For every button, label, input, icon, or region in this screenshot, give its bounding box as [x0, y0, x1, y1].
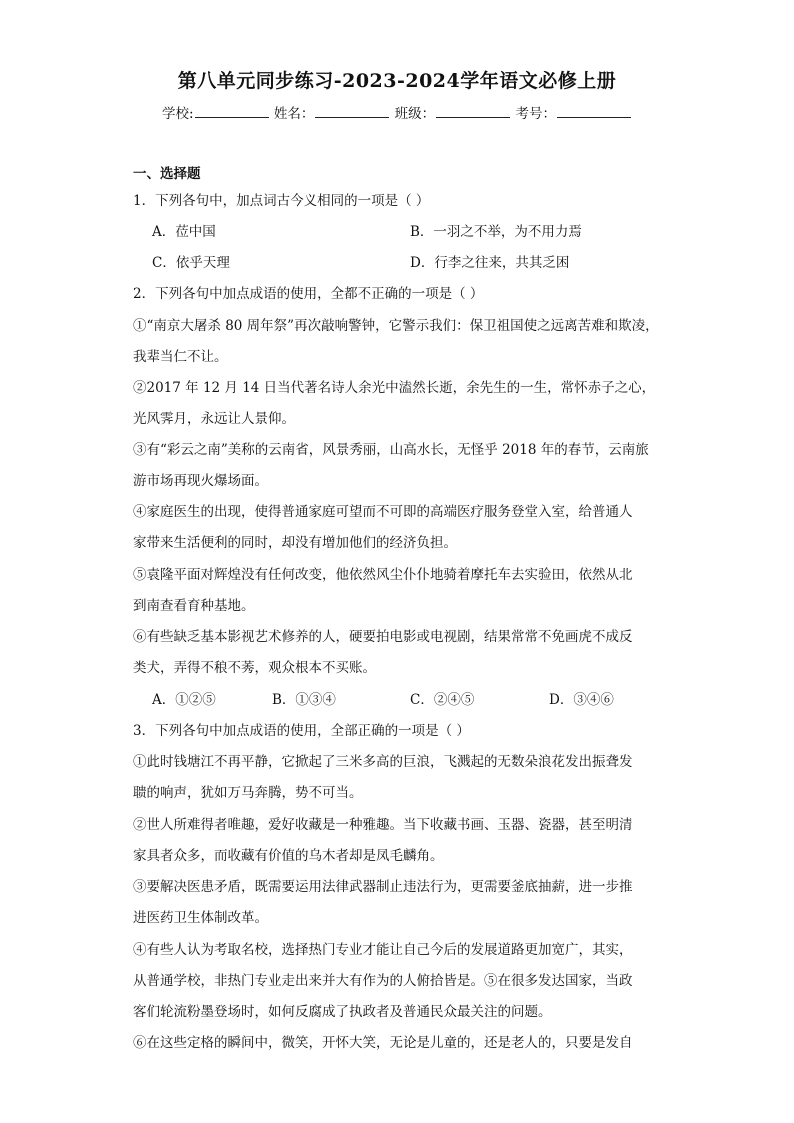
q3-line-8: 从普通学校，非热门专业走出来并大有作为的人俯拾皆是。⑤在很多发达国家，当政 [133, 973, 633, 989]
q2-stem: 2．下列各句中加点成语的使用，全都不正确的一项是（ ） [133, 286, 484, 302]
q3-stem: 3．下列各句中加点成语的使用，全部正确的一项是（ ） [133, 723, 470, 739]
q2-line-2: 我辈当仁不让。 [133, 349, 228, 365]
q2-line-5: ③有“彩云之南”美称的云南省，风景秀丽，山高水长，无怪乎 2018 年的春节，云南旅 [133, 442, 649, 458]
name-blank[interactable] [315, 105, 389, 118]
q3-line-2: 聩的响声，犹如万马奔腾，势不可当。 [133, 785, 363, 801]
q1-option-c: C．依乎天理 [152, 255, 230, 271]
q2-line-11: ⑥有些缺乏基本影视艺术修养的人，硬要拍电影或电视剧，结果常常不免画虎不成反 [133, 629, 633, 645]
q2-line-9: ⑤袁隆平面对辉煌没有任何改变，他依然风尘仆仆地骑着摩托车去实验田，依然从北 [133, 567, 633, 583]
q3-line-4: 家具者众多，而收藏有价值的乌木者却是凤毛麟角。 [133, 848, 444, 864]
q3-line-7: ④有些人认为考取名校，选择热门专业才能让自己今后的发展道路更加宽广，其实， [133, 942, 633, 958]
number-label: 考号： [515, 106, 556, 122]
q2-line-6: 游市场再现火爆场面。 [133, 473, 268, 489]
q3-line-5: ③要解决医患矛盾，既需要运用法律武器制止违法行为，更需要釜底抽薪，进一步推 [133, 879, 633, 895]
class-label: 班级： [394, 106, 436, 122]
class-blank[interactable] [436, 105, 510, 118]
school-label: 学校: [162, 106, 194, 122]
q2-line-10: 到南查看育种基地。 [133, 598, 255, 614]
document-title: 第八单元同步练习-2023-2024学年语文必修上册 [177, 70, 617, 92]
section-heading-choice: 一、选择题 [133, 166, 201, 182]
q2-line-3: ②2017 年 12 月 14 日当代著名诗人余光中溘然长逝，余先生的一生，常怀赤子之心， [133, 380, 656, 396]
q3-line-9: 客们轮流粉墨登场时，如何反腐成了执政者及普通民众最关注的问题。 [133, 1004, 552, 1020]
name-label: 姓名： [273, 106, 315, 122]
q3-line-10: ⑥在这些定格的瞬间中，微笑，开怀大笑，无论是儿童的，还是老人的，只要是发自 [133, 1035, 633, 1051]
q1-option-b: B．一羽之不举，为不用力焉 [410, 224, 582, 240]
q3-line-3: ②世人所难得者唯趣，爱好收藏是一种雅趣。当下收藏书画、玉器、瓷器，甚至明清 [133, 817, 633, 833]
q2-line-7: ④家庭医生的出现，使得普通家庭可望而不可即的高端医疗服务登堂入室，给普通人 [133, 504, 633, 520]
q2-line-1: ①“南京大屠杀 80 周年祭”再次敲响警钟，它警示我们：保卫祖国使之远离苦难和欺凌， [133, 318, 659, 334]
q2-option-b: B．①③④ [272, 692, 336, 708]
school-blank[interactable] [195, 105, 269, 118]
q2-option-d: D．③④⑥ [549, 692, 614, 708]
q2-option-c: C．②④⑤ [410, 692, 475, 708]
q1-stem: 1．下列各句中，加点词古今义相同的一项是（ ） [133, 193, 430, 209]
q2-line-8: 家带来生活便利的同时，却没有增加他们的经济负担。 [133, 535, 457, 551]
student-info-line [0, 102, 794, 122]
q1-option-d: D．行李之往来，共其乏困 [410, 255, 570, 271]
q3-line-1: ①此时钱塘江不再平静，它掀起了三米多高的巨浪，飞溅起的无数朵浪花发出振聋发 [133, 754, 633, 770]
q1-option-a: A．莅中国 [152, 224, 216, 240]
q3-line-6: 进医药卫生体制改革。 [133, 910, 268, 926]
q2-line-12: 类犬，弄得不稂不莠，观众根本不买账。 [133, 660, 376, 676]
q2-line-4: 光风霁月，永远让人景仰。 [133, 411, 295, 427]
q2-option-a: A．①②⑤ [152, 692, 216, 708]
number-blank[interactable] [557, 105, 631, 118]
